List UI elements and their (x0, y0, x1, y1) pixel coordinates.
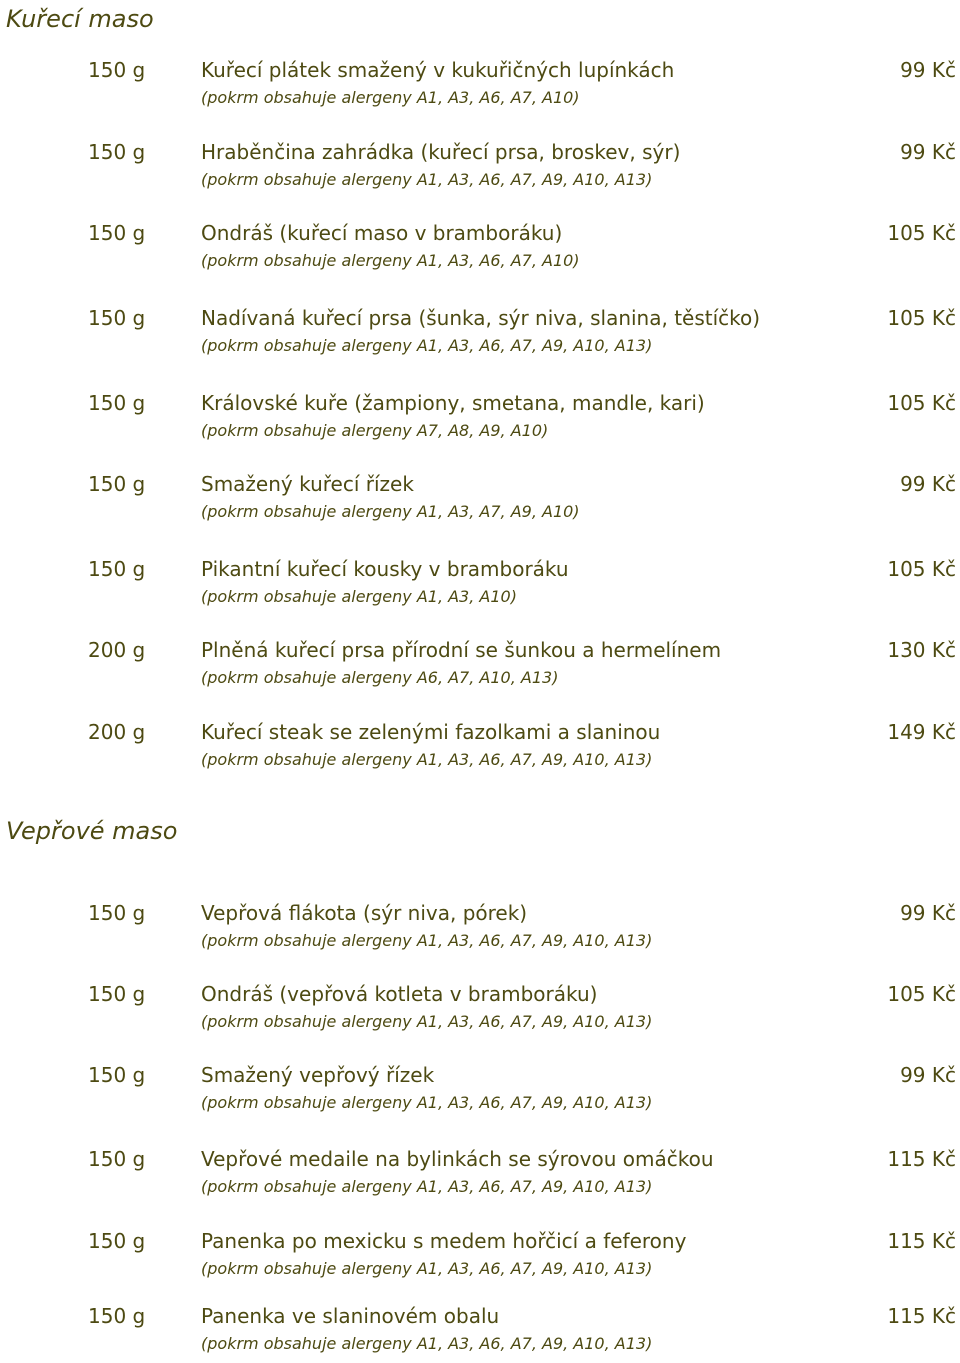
menu-item (0, 471, 960, 531)
item-weight: 150 g (88, 1147, 146, 1171)
item-name: Smažený vepřový řízek (201, 1063, 435, 1087)
item-weight: 150 g (88, 140, 146, 164)
item-allergens: (pokrm obsahuje alergeny A1, A3, A6, A7, A10) (201, 251, 580, 270)
item-allergens: (pokrm obsahuje alergeny A1, A3, A6, A7, A9, A10, A13) (201, 1334, 653, 1353)
item-price: 115 Kč (887, 1304, 956, 1328)
item-weight: 150 g (88, 306, 146, 330)
menu-item (0, 1228, 960, 1288)
item-weight: 150 g (88, 982, 146, 1006)
menu-item (0, 719, 960, 779)
menu-item (0, 900, 960, 960)
item-name: Královské kuře (žampiony, smetana, mandle, kari) (201, 391, 705, 415)
item-allergens: (pokrm obsahuje alergeny A1, A3, A6, A7, A9, A10, A13) (201, 336, 653, 355)
menu-item (0, 1062, 960, 1122)
item-weight: 150 g (88, 1229, 146, 1253)
item-allergens: (pokrm obsahuje alergeny A1, A3, A6, A7, A9, A10, A13) (201, 1177, 653, 1196)
item-allergens: (pokrm obsahuje alergeny A1, A3, A6, A7, A9, A10, A13) (201, 750, 653, 769)
item-price: 99 Kč (900, 901, 956, 925)
item-price: 99 Kč (900, 140, 956, 164)
item-price: 105 Kč (887, 391, 956, 415)
item-price: 115 Kč (887, 1147, 956, 1171)
item-weight: 150 g (88, 1063, 146, 1087)
item-price: 149 Kč (887, 720, 956, 744)
item-weight: 200 g (88, 720, 146, 744)
item-weight: 200 g (88, 638, 146, 662)
item-price: 130 Kč (887, 638, 956, 662)
item-price: 105 Kč (887, 982, 956, 1006)
item-name: Panenka po mexicku s medem hořčicí a feferony (201, 1229, 687, 1253)
item-weight: 150 g (88, 901, 146, 925)
item-allergens: (pokrm obsahuje alergeny A1, A3, A7, A9, A10) (201, 502, 580, 521)
item-name: Plněná kuřecí prsa přírodní se šunkou a hermelínem (201, 638, 722, 662)
item-name: Vepřová flákota (sýr niva, pórek) (201, 901, 528, 925)
item-name: Pikantní kuřecí kousky v bramboráku (201, 557, 569, 581)
item-price: 99 Kč (900, 58, 956, 82)
menu-item (0, 57, 960, 117)
item-name: Hraběnčina zahrádka (kuřecí prsa, broskev, sýr) (201, 140, 681, 164)
item-price: 105 Kč (887, 306, 956, 330)
item-name: Smažený kuřecí řízek (201, 472, 414, 496)
item-price: 115 Kč (887, 1229, 956, 1253)
item-name: Kuřecí plátek smažený v kukuřičných lupínkách (201, 58, 675, 82)
item-allergens: (pokrm obsahuje alergeny A1, A3, A6, A7, A9, A10, A13) (201, 931, 653, 950)
menu-item (0, 556, 960, 616)
item-allergens: (pokrm obsahuje alergeny A1, A3, A6, A7, A10) (201, 88, 580, 107)
item-price: 105 Kč (887, 557, 956, 581)
item-name: Nadívaná kuřecí prsa (šunka, sýr niva, slanina, těstíčko) (201, 306, 761, 330)
item-allergens: (pokrm obsahuje alergeny A6, A7, A10, A13) (201, 668, 559, 687)
item-name: Panenka ve slaninovém obalu (201, 1304, 500, 1328)
item-allergens: (pokrm obsahuje alergeny A1, A3, A6, A7, A9, A10, A13) (201, 1259, 653, 1278)
item-weight: 150 g (88, 1304, 146, 1328)
section-title-chicken: Kuřecí maso (6, 5, 154, 33)
item-allergens: (pokrm obsahuje alergeny A1, A3, A6, A7, A9, A10, A13) (201, 1012, 653, 1031)
item-allergens: (pokrm obsahuje alergeny A1, A3, A6, A7, A9, A10, A13) (201, 170, 653, 189)
menu-item (0, 390, 960, 450)
item-weight: 150 g (88, 391, 146, 415)
item-name: Ondráš (kuřecí maso v bramboráku) (201, 221, 563, 245)
item-name: Vepřové medaile na bylinkách se sýrovou omáčkou (201, 1147, 714, 1171)
menu-item (0, 1303, 960, 1363)
item-name: Kuřecí steak se zelenými fazolkami a slaninou (201, 720, 661, 744)
menu-item (0, 220, 960, 280)
item-allergens: (pokrm obsahuje alergeny A1, A3, A10) (201, 587, 517, 606)
menu-item (0, 637, 960, 697)
menu-item (0, 1146, 960, 1206)
menu-item (0, 139, 960, 199)
menu-item (0, 305, 960, 365)
item-weight: 150 g (88, 58, 146, 82)
item-price: 99 Kč (900, 1063, 956, 1087)
item-weight: 150 g (88, 221, 146, 245)
item-allergens: (pokrm obsahuje alergeny A1, A3, A6, A7, A9, A10, A13) (201, 1093, 653, 1112)
menu-item (0, 981, 960, 1041)
item-price: 105 Kč (887, 221, 956, 245)
section-title-pork: Vepřové maso (6, 817, 178, 845)
item-price: 99 Kč (900, 472, 956, 496)
item-allergens: (pokrm obsahuje alergeny A7, A8, A9, A10) (201, 421, 549, 440)
item-name: Ondráš (vepřová kotleta v bramboráku) (201, 982, 598, 1006)
item-weight: 150 g (88, 557, 146, 581)
item-weight: 150 g (88, 472, 146, 496)
